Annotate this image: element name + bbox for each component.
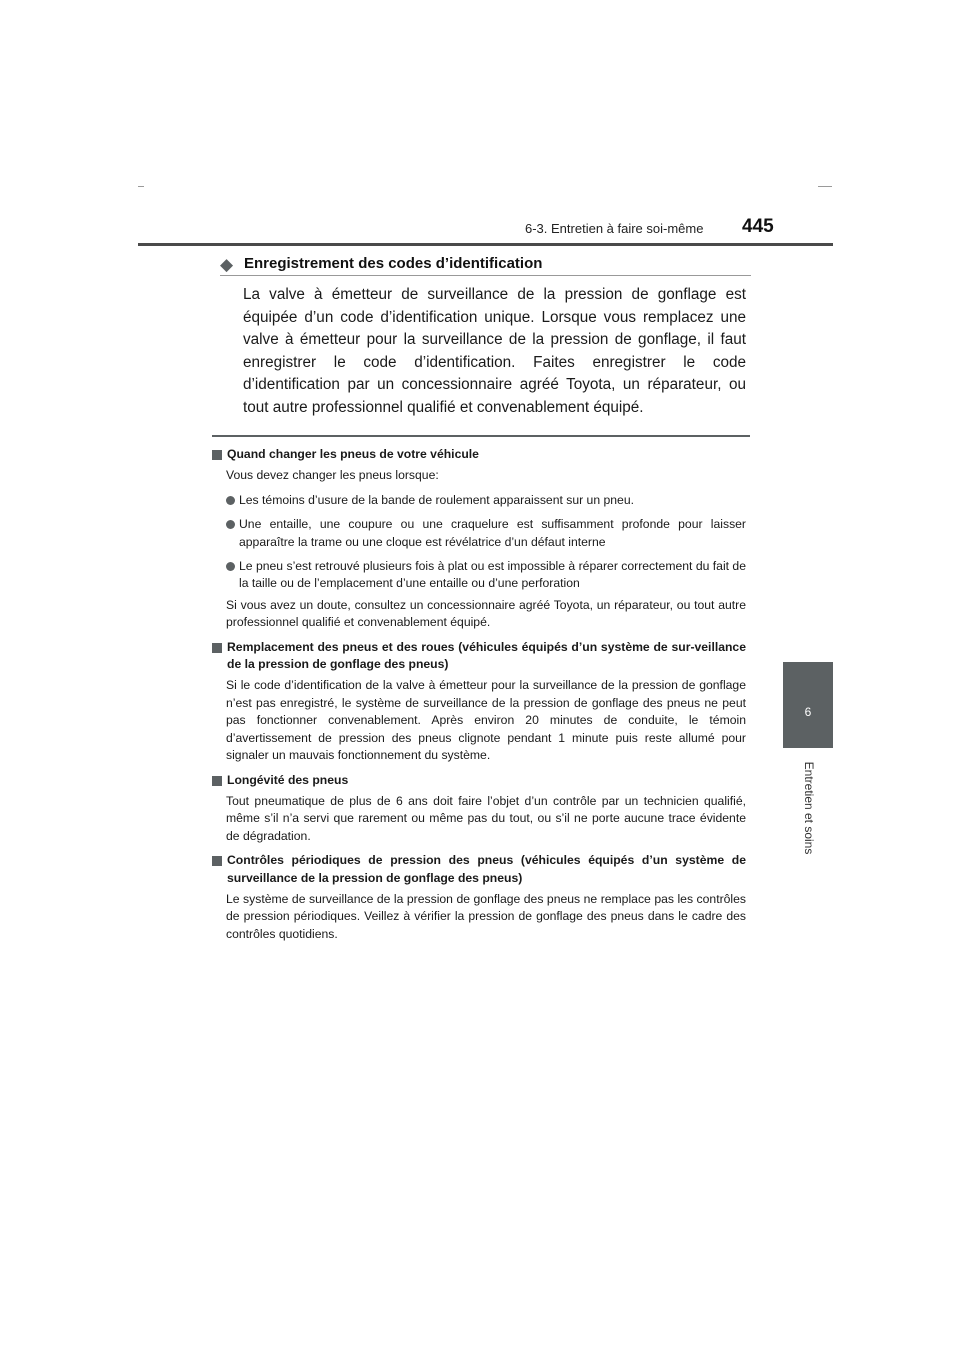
subsection-heading bbox=[220, 253, 751, 276]
subsection-body: La valve à émetteur de surveillance de la pression de gonflage est équipée d’un code d’identification unique. Lorsque vous remplacez une valve à émetteur pour la surveillance de la pression de gonflage, il faut enregistrer le code d’identification. Faites enregistrer le code d’identification par un concessionnaire agréé Toyota, un réparateur, ou tout autre professionnel qualifié et convenablement équipé. bbox=[243, 286, 746, 416]
note-heading-periodic-checks bbox=[212, 852, 746, 887]
notes-section bbox=[212, 446, 746, 943]
list-item-text: Le pneu s’est retrouvé plusieurs fois à plat ou est impossible à réparer correctement du fait de la taille ou de l’emplacement d’une entaille ou d’une perforation bbox=[239, 559, 746, 591]
chapter-number: 6 bbox=[804, 705, 812, 719]
square-bullet-icon bbox=[212, 643, 222, 653]
note-body: Tout pneumatique de plus de 6 ans doit faire l’objet d’un contrôle par un technicien qualifié, même s’il n’a servi que rarement ou même pas du tout, ou s’il ne porte aucune trace évidente de dégradation. bbox=[226, 793, 746, 843]
round-bullet-icon bbox=[226, 562, 235, 571]
list-item-text: Une entaille, une coupure ou une craquelure est suffisamment profonde pour laisser apparaître la trame ou une cloque est révélatrice d’un défaut interne bbox=[239, 517, 746, 549]
list-item-text: Les témoins d’usure de la bande de roulement apparaissent sur un pneu. bbox=[239, 492, 634, 507]
note-heading-replacement bbox=[212, 639, 746, 674]
header-rule bbox=[138, 243, 833, 246]
page-number: 445 bbox=[742, 216, 774, 237]
list-item bbox=[212, 516, 746, 551]
note-title: Contrôles périodiques de pression des pneus (véhicules équipés d’un système de surveillance de la pression de gonflage des pneus) bbox=[227, 853, 746, 885]
note-body: Si le code d’identification de la valve à émetteur pour la surveillance de la pression de gonflage n’est pas enregistré, le système de surveillance de la pression de gonflage des pneus ne peut pas fonctionner convenablement. Après environ 20 minutes de conduite, le témoin d’avertissement de pression des pneus clignote pendant 1 minute puis reste allumé pour signaler un mauvais fonctionnement du système. bbox=[226, 678, 746, 763]
note-heading-longevity bbox=[212, 772, 746, 789]
square-bullet-icon bbox=[212, 776, 222, 786]
subsection-title: Enregistrement des codes d’identification bbox=[244, 255, 543, 272]
chapter-tab bbox=[783, 662, 833, 748]
list-item bbox=[212, 492, 746, 509]
note-title: Remplacement des pneus et des roues (véhicules équipés d’un système de sur-veillance de la pression de gonflage des pneus) bbox=[227, 639, 746, 672]
crop-mark-right bbox=[818, 186, 832, 187]
list-item bbox=[212, 558, 746, 593]
diamond-bullet-icon: ◆ bbox=[220, 255, 234, 274]
square-bullet-icon bbox=[212, 450, 222, 460]
crop-mark-left bbox=[138, 186, 144, 187]
note-title: Quand changer les pneus de votre véhicule bbox=[227, 447, 479, 461]
running-header-section: 6-3. Entretien à faire soi-même bbox=[525, 221, 704, 236]
section-separator bbox=[212, 435, 750, 437]
round-bullet-icon bbox=[226, 496, 235, 505]
square-bullet-icon bbox=[212, 856, 222, 866]
note-intro: Vous devez changer les pneus lorsque: bbox=[226, 468, 439, 483]
round-bullet-icon bbox=[226, 520, 235, 529]
chapter-title: Entretien et soins bbox=[802, 761, 816, 855]
note-body: Le système de surveillance de la pression de gonflage des pneus ne remplace pas les contrôles de pression périodiques. Veillez à vérifier la pression de gonflage des pneus dans le cadre des contrôles quotidiens. bbox=[226, 891, 746, 941]
note-heading-when-to-change bbox=[212, 446, 746, 463]
note-outro: Si vous avez un doute, consultez un concessionnaire agréé Toyota, un réparateur, ou tout autre professionnel qualifié et convenablement équipé. bbox=[226, 597, 746, 630]
note-title: Longévité des pneus bbox=[227, 772, 349, 787]
